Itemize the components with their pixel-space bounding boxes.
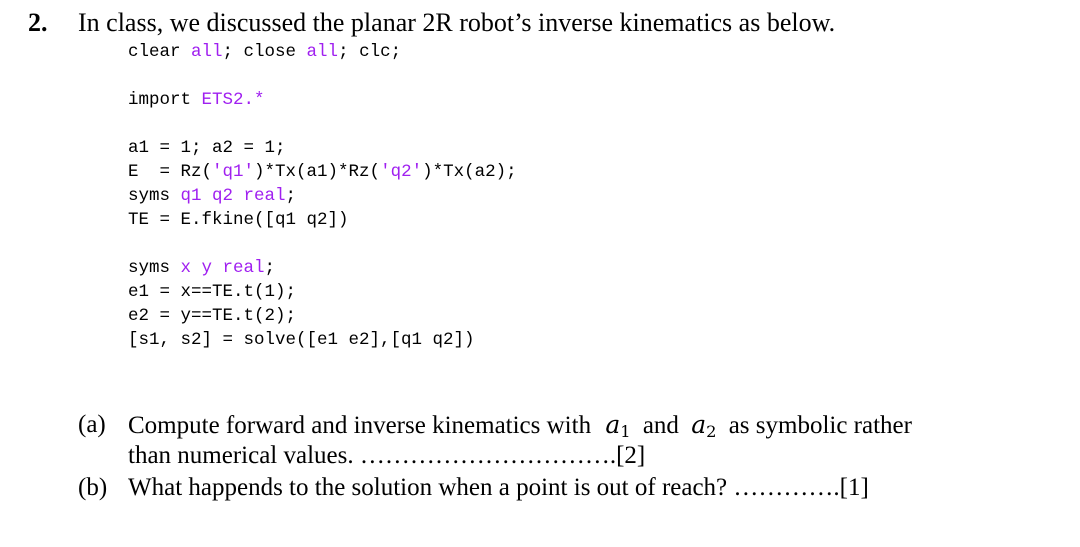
question-text: In class, we discussed the planar 2R robot’s inverse kinematics as below.: [78, 8, 836, 37]
code-token: e1 = x==TE.t(1);: [128, 282, 297, 302]
code-line: [128, 304, 517, 328]
code-token: import: [128, 90, 202, 110]
part-a-label: (a): [78, 411, 106, 438]
part-b-text: What happends to the solution when a point is out of reach? ………….[1]: [128, 474, 869, 501]
code-keyword: 'q1': [212, 162, 255, 182]
code-keyword: 'q2': [380, 162, 423, 182]
var-a2: $a_2$: [691, 410, 717, 442]
code-line: [128, 88, 517, 112]
part-a-post: as symbolic rather: [728, 412, 912, 439]
code-line: [128, 208, 517, 232]
matlab-code-block: [128, 40, 517, 352]
code-line: [128, 64, 517, 88]
question-number: 2.: [28, 8, 48, 37]
code-line: [128, 256, 517, 280]
code-token: clear: [128, 42, 192, 62]
code-line: [128, 184, 517, 208]
code-line: [128, 328, 517, 352]
code-token: )*Tx(a1)*Rz(: [254, 162, 381, 182]
code-token: TE = E.fkine([q1 q2]): [128, 210, 349, 230]
part-b-label: (b): [78, 474, 108, 501]
code-token: ;: [285, 186, 297, 206]
code-keyword: ETS2.*: [201, 90, 265, 110]
code-keyword: x y real: [180, 258, 265, 278]
code-line: [128, 112, 517, 136]
code-token: a1 = 1; a2 = 1;: [128, 138, 286, 158]
code-line: [128, 280, 517, 304]
code-token: ; close: [222, 42, 307, 62]
code-line: [128, 160, 517, 184]
code-token: e2 = y==TE.t(2);: [128, 306, 297, 326]
code-line: [128, 232, 517, 256]
part-a-pre: Compute forward and inverse kinematics with: [128, 412, 592, 439]
code-keyword: all: [306, 42, 339, 62]
code-token: E = Rz(: [128, 162, 213, 182]
part-a-mid: and: [642, 412, 679, 439]
code-keyword: all: [191, 42, 223, 62]
code-line: [128, 40, 517, 64]
var-a1: $a_1$: [605, 410, 631, 442]
code-token: [s1, s2] = solve([e1 e2],[q1 q2]): [128, 330, 475, 350]
code-line: [128, 136, 517, 160]
code-token: syms: [128, 186, 181, 206]
code-token: ; clc;: [338, 42, 402, 62]
part-a-line-2: than numerical values. ………………………….[2]: [128, 442, 646, 469]
code-token: syms: [128, 258, 181, 278]
code-keyword: q1 q2 real: [180, 186, 286, 206]
code-token: ;: [264, 258, 276, 278]
code-token: )*Tx(a2);: [422, 162, 517, 182]
